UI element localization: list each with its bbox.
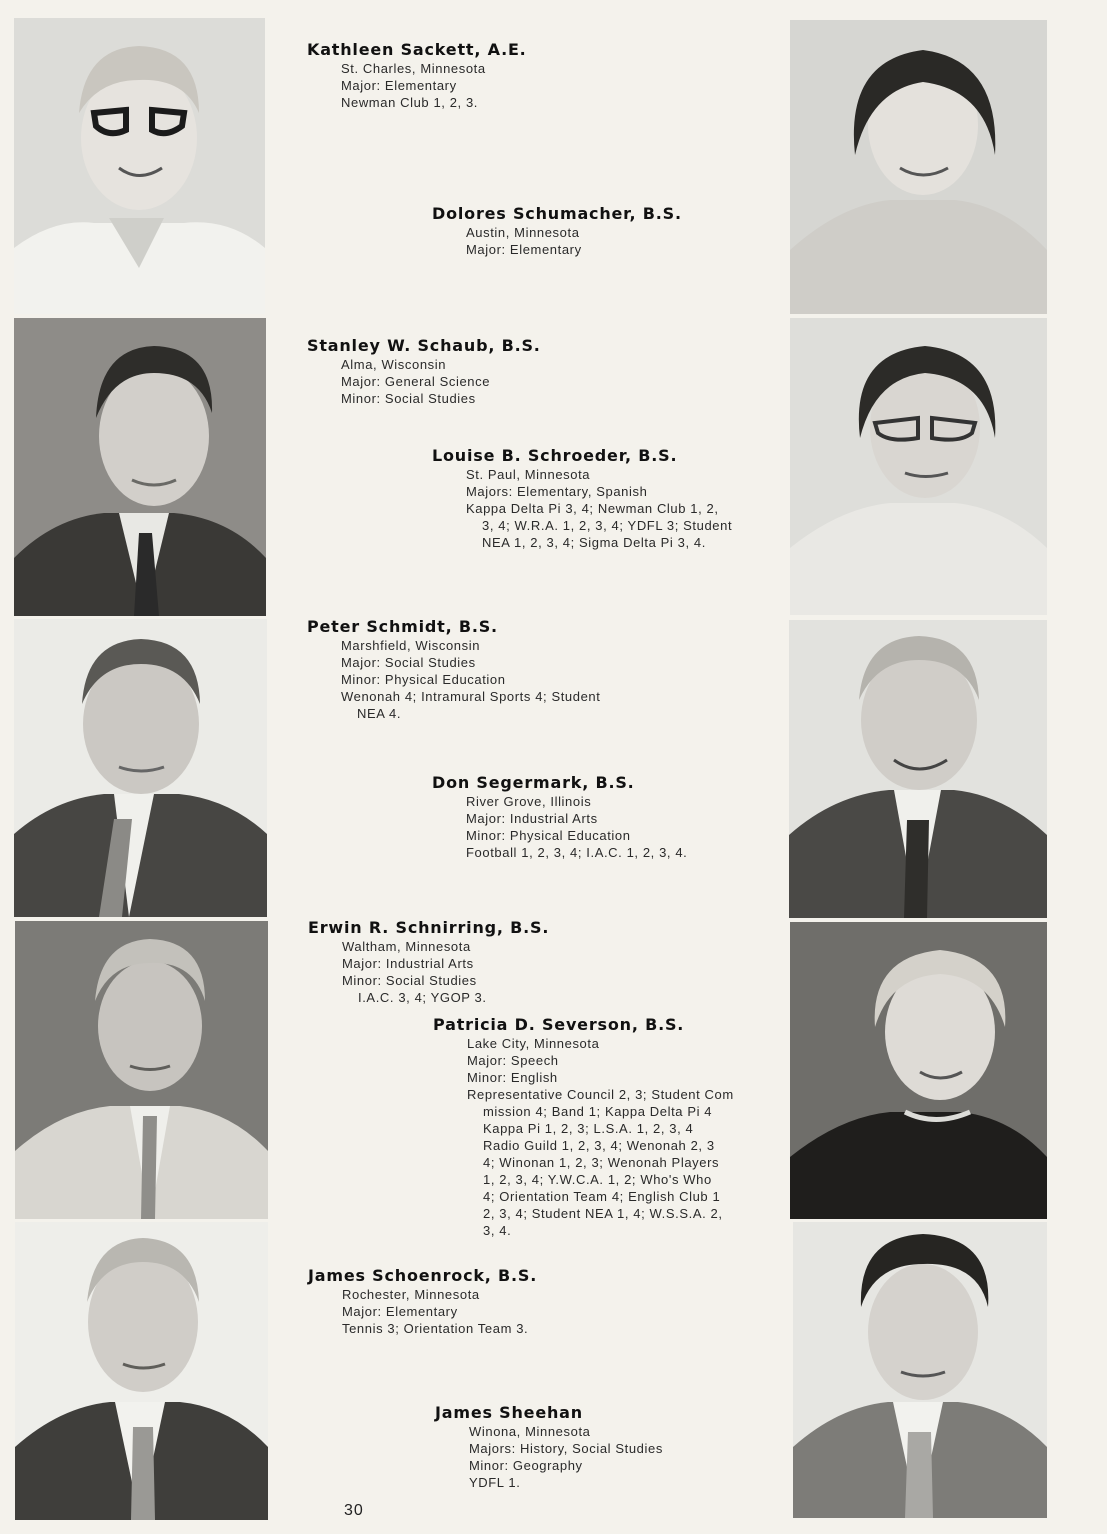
detail-line: 3, 4; W.R.A. 1, 2, 3, 4; YDFL 3; Student [482,518,733,533]
detail-line: Minor: Physical Education [341,672,506,687]
page-number: 30 [344,1502,364,1519]
detail-line: NEA 1, 2, 3, 4; Sigma Delta Pi 3, 4. [482,535,706,550]
detail-line: 3, 4. [483,1223,512,1238]
entry-james-schoenrock [308,1266,537,1337]
detail-line: Kappa Delta Pi 3, 4; Newman Club 1, 2, [466,501,719,516]
detail-line: Minor: Social Studies [342,973,477,988]
portrait-dolores-schumacher [790,20,1047,314]
entry-louise-schroeder [432,446,732,551]
detail-line: Tennis 3; Orientation Team 3. [342,1321,529,1336]
detail-line: Minor: English [467,1070,558,1085]
student-details [466,793,687,861]
student-name: Kathleen Sackett, A.E. [307,40,527,59]
detail-line: Minor: Physical Education [466,828,631,843]
detail-line: Major: Speech [467,1053,559,1068]
detail-line: Major: General Science [341,374,491,389]
detail-line: Major: Industrial Arts [342,956,474,971]
detail-line: Major: Elementary [342,1304,458,1319]
portrait-james-schoenrock [15,1222,268,1520]
detail-line: I.A.C. 3, 4; YGOP 3. [358,990,487,1005]
detail-line: St. Paul, Minnesota [466,467,591,482]
portrait-james-sheehan [793,1222,1047,1518]
detail-line: 4; Orientation Team 4; English Club 1 [483,1189,721,1204]
detail-line: Newman Club 1, 2, 3. [341,95,479,110]
student-name: Patricia D. Severson, B.S. [433,1015,685,1034]
detail-line: Rochester, Minnesota [342,1287,480,1302]
detail-line: Minor: Social Studies [341,391,476,406]
entry-dolores-schumacher [432,204,682,258]
detail-line: Major: Elementary [341,78,457,93]
portrait-kathleen-sackett [14,18,265,314]
entry-stanley-schaub [307,336,541,407]
detail-line: Representative Council 2, 3; Student Com [467,1087,734,1102]
student-details [469,1423,663,1491]
student-name: Peter Schmidt, B.S. [307,617,498,636]
detail-line: 1, 2, 3, 4; Y.W.C.A. 1, 2; Who's Who [483,1172,712,1187]
detail-line: 4; Winonan 1, 2, 3; Wenonah Players [483,1155,720,1170]
student-details [341,637,600,722]
entry-james-sheehan [435,1403,663,1491]
detail-line: Radio Guild 1, 2, 3, 4; Wenonah 2, 3 [483,1138,715,1153]
portrait-erwin-schnirring [15,921,268,1219]
detail-line: Wenonah 4; Intramural Sports 4; Student [341,689,601,704]
portrait-stanley-schaub [14,318,266,616]
entry-kathleen-sackett [307,40,527,111]
student-name: Louise B. Schroeder, B.S. [432,446,678,465]
detail-line: Waltham, Minnesota [342,939,471,954]
entry-don-segermark [432,773,687,861]
detail-line: Winona, Minnesota [469,1424,591,1439]
detail-line: Majors: Elementary, Spanish [466,484,648,499]
detail-line: Alma, Wisconsin [341,357,447,372]
student-details [341,60,527,111]
detail-line: Football 1, 2, 3, 4; I.A.C. 1, 2, 3, 4. [466,845,688,860]
portrait-patricia-severson [790,922,1047,1219]
student-details [466,224,682,258]
detail-line: River Grove, Illinois [466,794,592,809]
student-details [467,1035,734,1239]
portrait-louise-schroeder [790,318,1047,615]
student-details [466,466,732,551]
detail-line: Major: Industrial Arts [466,811,598,826]
detail-line: 2, 3, 4; Student NEA 1, 4; W.S.S.A. 2, [483,1206,723,1221]
detail-line: Kappa Pi 1, 2, 3; L.S.A. 1, 2, 3, 4 [483,1121,694,1136]
student-details [341,356,541,407]
detail-line: Marshfield, Wisconsin [341,638,481,653]
student-name: Don Segermark, B.S. [432,773,635,792]
detail-line: Minor: Geography [469,1458,583,1473]
student-details [342,938,549,1006]
entry-erwin-schnirring [308,918,549,1006]
detail-line: Major: Elementary [466,242,582,257]
detail-line: Majors: History, Social Studies [469,1441,663,1456]
detail-line: YDFL 1. [469,1475,521,1490]
student-name: Stanley W. Schaub, B.S. [307,336,541,355]
entry-peter-schmidt [307,617,600,722]
detail-line: Lake City, Minnesota [467,1036,600,1051]
detail-line: Austin, Minnesota [466,225,580,240]
student-name: James Schoenrock, B.S. [308,1266,538,1285]
student-name: Dolores Schumacher, B.S. [432,204,682,223]
detail-line: Major: Social Studies [341,655,476,670]
detail-line: NEA 4. [357,706,402,721]
detail-line: St. Charles, Minnesota [341,61,486,76]
entry-patricia-severson [433,1015,734,1239]
portrait-peter-schmidt [14,619,267,917]
portrait-don-segermark [789,620,1047,918]
student-name: James Sheehan [435,1403,583,1422]
detail-line: mission 4; Band 1; Kappa Delta Pi 4 [483,1104,713,1119]
student-details [342,1286,537,1337]
student-name: Erwin R. Schnirring, B.S. [308,918,550,937]
